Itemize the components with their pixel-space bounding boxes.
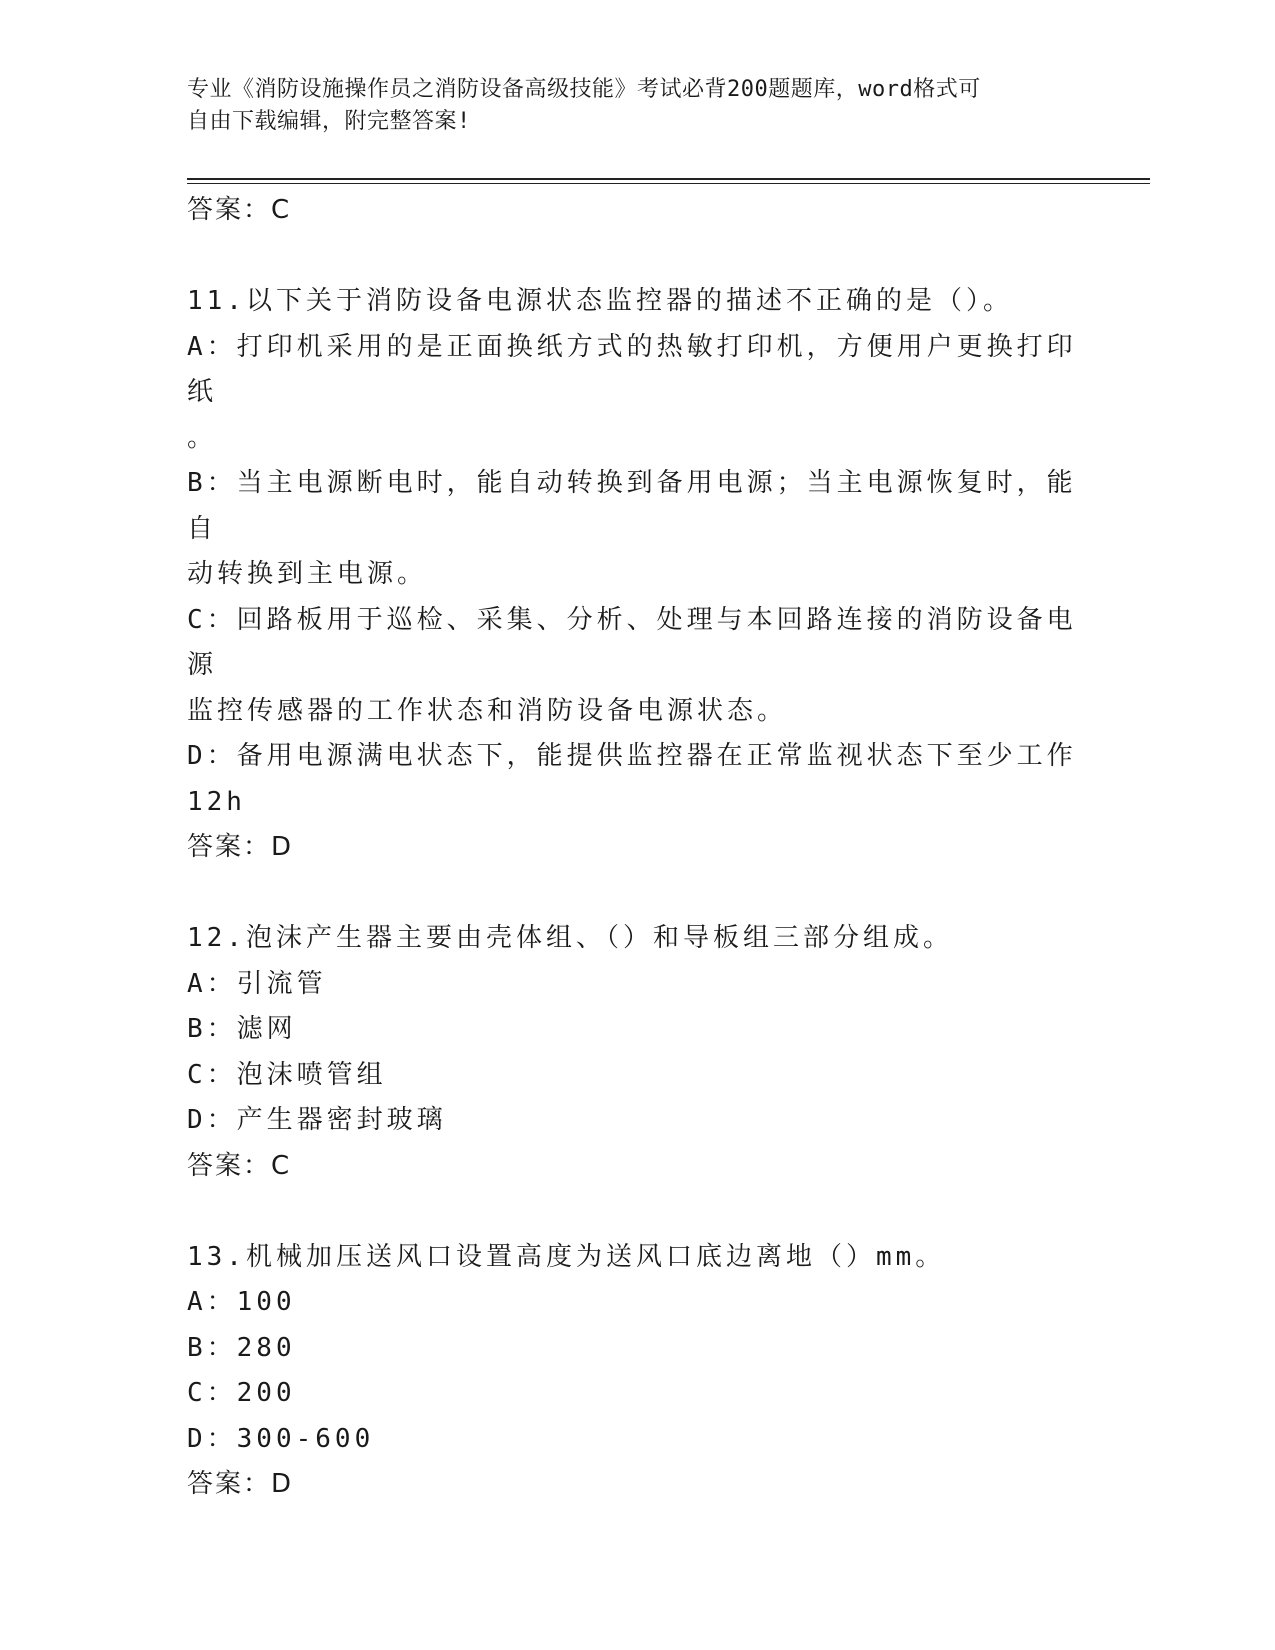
spacer bbox=[187, 1189, 1087, 1235]
question-stem: 12.泡沫产生器主要由壳体组、（）和导板组三部分组成。 bbox=[187, 923, 953, 953]
question-list bbox=[187, 188, 1087, 1508]
option-d: D：300-600 bbox=[187, 1423, 375, 1454]
question-13 bbox=[187, 1235, 1087, 1508]
answer: 答案：D bbox=[187, 1469, 294, 1499]
option-c: C：回路板用于巡检、采集、分析、处理与本回路连接的消防设备电源 bbox=[187, 604, 1077, 680]
question-12 bbox=[187, 916, 1087, 1189]
option-d: D：产生器密封玻璃 bbox=[187, 1105, 447, 1135]
option-b-continued: 动转换到主电源。 bbox=[187, 559, 428, 589]
option-d-continued: 12h bbox=[187, 786, 246, 817]
option-b: B：当主电源断电时，能自动转换到备用电源；当主电源恢复时，能自 bbox=[187, 468, 1077, 544]
option-a: A：打印机采用的是正面换纸方式的热敏打印机，方便用户更换打印纸 bbox=[187, 331, 1077, 407]
question-stem: 13.机械加压送风口设置高度为送风口底边离地（）mm。 bbox=[187, 1241, 946, 1272]
header-line-2: 自由下载编辑，附完整答案! bbox=[187, 109, 471, 134]
option-a: A：引流管 bbox=[187, 968, 327, 999]
option-c-continued: 监控传感器的工作状态和消防设备电源状态。 bbox=[187, 695, 788, 726]
question-stem: 11.以下关于消防设备电源状态监控器的描述不正确的是（）。 bbox=[187, 286, 1013, 316]
header-divider-thin bbox=[187, 183, 1150, 184]
header-divider-thick bbox=[187, 178, 1150, 180]
option-d: D：备用电源满电状态下，能提供监控器在正常监视状态下至少工作 bbox=[187, 741, 1077, 771]
answer: 答案：D bbox=[187, 832, 294, 862]
answer: 答案：C bbox=[187, 1150, 292, 1181]
header-line-1: 专业《消防设施操作员之消防设备高级技能》考试必背200题题库，word格式可 bbox=[187, 77, 981, 102]
option-a: A：100 bbox=[187, 1287, 296, 1317]
spacer bbox=[187, 234, 1087, 280]
spacer bbox=[187, 871, 1087, 917]
option-a-continued: 。 bbox=[187, 422, 218, 453]
previous-answer: 答案：C bbox=[187, 195, 292, 225]
question-11 bbox=[187, 279, 1087, 871]
option-c: C：泡沫喷管组 bbox=[187, 1059, 387, 1090]
option-c: C：200 bbox=[187, 1378, 296, 1408]
option-b: B：滤网 bbox=[187, 1014, 297, 1044]
option-b: B：280 bbox=[187, 1332, 296, 1363]
document-header bbox=[187, 74, 1087, 138]
